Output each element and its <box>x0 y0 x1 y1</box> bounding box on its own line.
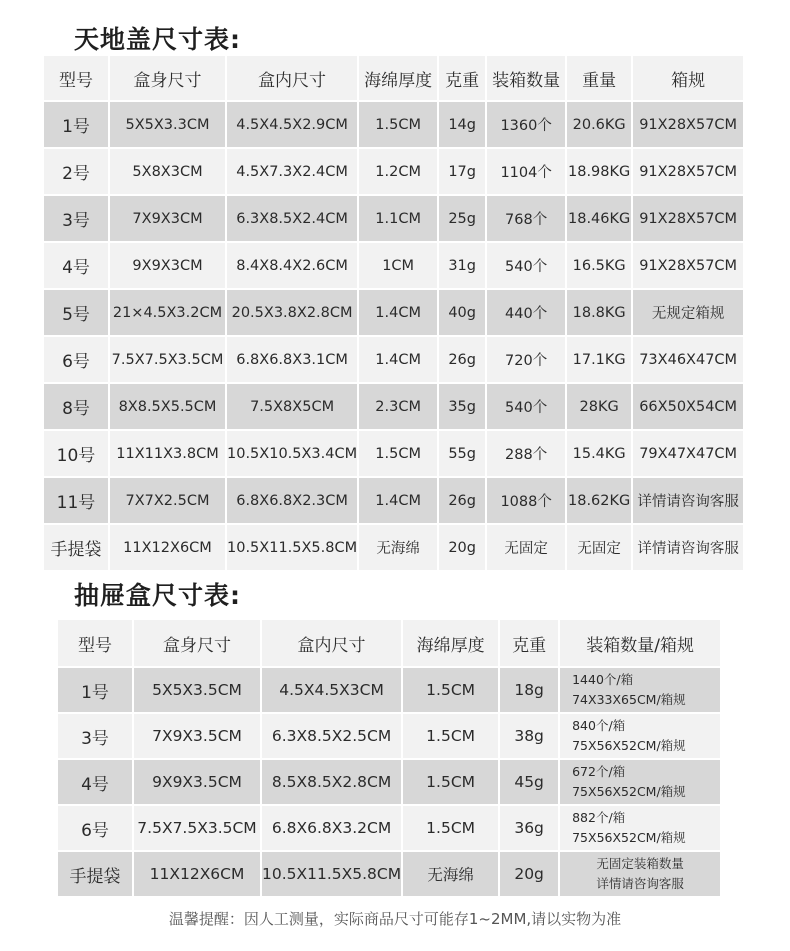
drawer-box-size-table <box>56 618 722 898</box>
table-cell: 16.5KG <box>567 243 631 288</box>
header-sponge-thickness: 海绵厚度 <box>359 56 437 100</box>
header-inner-size: 盒内尺寸 <box>227 56 357 100</box>
table-cell: 1.5CM <box>403 714 498 758</box>
table-cell: 4.5X7.3X2.4CM <box>227 149 357 194</box>
header-weight: 重量 <box>567 56 631 100</box>
table-cell: 8X8.5X5.5CM <box>110 384 225 429</box>
table-row <box>44 243 743 288</box>
table-cell: 20g <box>500 852 558 896</box>
table-cell: 40g <box>439 290 485 335</box>
drawer-box-title-top: 天地盖尺寸表: <box>74 25 241 54</box>
packing-carton-cell <box>560 668 720 712</box>
packing-carton-cell <box>560 806 720 850</box>
table-cell: 1088个 <box>487 478 565 523</box>
table-cell: 10.5X11.5X5.8CM <box>262 852 401 896</box>
table-cell: 7X7X2.5CM <box>110 478 225 523</box>
table-cell: 11X11X3.8CM <box>110 431 225 476</box>
table-cell: 768个 <box>487 196 565 241</box>
table-cell: 1.5CM <box>403 806 498 850</box>
table-cell: 38g <box>500 714 558 758</box>
table-row <box>44 290 743 335</box>
table-cell: 45g <box>500 760 558 804</box>
table-cell: 3号 <box>58 714 132 758</box>
table-cell: 4.5X4.5X3CM <box>262 668 401 712</box>
table-cell: 10号 <box>44 431 108 476</box>
table-cell: 540个 <box>487 384 565 429</box>
table-cell: 8号 <box>44 384 108 429</box>
packing-carton-cell <box>560 852 720 896</box>
table-cell: 6.8X6.8X3.1CM <box>227 337 357 382</box>
table-cell: 79X47X47CM <box>633 431 743 476</box>
table-cell: 手提袋 <box>44 525 108 570</box>
table-cell: 详情请咨询客服 <box>633 525 743 570</box>
table-cell: 6.8X6.8X3.2CM <box>262 806 401 850</box>
table-row <box>44 431 743 476</box>
table-cell: 无海绵 <box>403 852 498 896</box>
table-cell: 1.4CM <box>359 290 437 335</box>
table-cell: 20.6KG <box>567 102 631 147</box>
table-cell: 11X12X6CM <box>110 525 225 570</box>
packing-quantity-text: 1440个/箱 <box>572 672 634 687</box>
table-cell: 1.5CM <box>403 760 498 804</box>
table-cell: 20.5X3.8X2.8CM <box>227 290 357 335</box>
table-cell: 7.5X7.5X3.5CM <box>134 806 260 850</box>
table-cell: 7.5X8X5CM <box>227 384 357 429</box>
table-cell: 14g <box>439 102 485 147</box>
carton-size-text: 75X56X52CM/箱规 <box>572 830 686 845</box>
header-packing-quantity: 装箱数量 <box>487 56 565 100</box>
header-inner-size: 盒内尺寸 <box>262 620 401 666</box>
packing-carton-cell <box>560 714 720 758</box>
table-row <box>44 196 743 241</box>
table-cell: 无规定箱规 <box>633 290 743 335</box>
measurement-note: 温馨提醒：因人工测量，实际商品尺寸可能存1~2MM,请以实物为准 <box>168 910 622 928</box>
table-cell: 15.4KG <box>567 431 631 476</box>
table-cell: 91X28X57CM <box>633 243 743 288</box>
header-carton-size: 箱规 <box>633 56 743 100</box>
header-weight-grams: 克重 <box>439 56 485 100</box>
table-cell: 9X9X3CM <box>110 243 225 288</box>
table-cell: 288个 <box>487 431 565 476</box>
carton-size-text: 75X56X52CM/箱规 <box>572 784 686 799</box>
table-row <box>44 384 743 429</box>
table-cell: 无固定 <box>487 525 565 570</box>
header-packing-carton: 装箱数量/箱规 <box>560 620 720 666</box>
packing-carton-cell <box>560 760 720 804</box>
table-cell: 91X28X57CM <box>633 102 743 147</box>
table-row <box>58 760 720 804</box>
table-cell: 10.5X10.5X3.4CM <box>227 431 357 476</box>
table-cell: 10.5X11.5X5.8CM <box>227 525 357 570</box>
table-cell: 3号 <box>44 196 108 241</box>
table-cell: 4号 <box>44 243 108 288</box>
table-row <box>44 525 743 570</box>
table-cell: 7X9X3CM <box>110 196 225 241</box>
table-cell: 1.5CM <box>359 102 437 147</box>
table-cell: 1.4CM <box>359 337 437 382</box>
table-cell: 66X50X54CM <box>633 384 743 429</box>
header-weight-grams: 克重 <box>500 620 558 666</box>
table-header-row <box>58 620 720 666</box>
table-cell: 36g <box>500 806 558 850</box>
table-cell: 35g <box>439 384 485 429</box>
table-cell: 18.98KG <box>567 149 631 194</box>
header-box-size: 盒身尺寸 <box>134 620 260 666</box>
table-row <box>58 714 720 758</box>
table-cell: 6.8X6.8X2.3CM <box>227 478 357 523</box>
table-cell: 1.5CM <box>403 668 498 712</box>
table-cell: 17g <box>439 149 485 194</box>
table-row <box>44 478 743 523</box>
table-cell: 1360个 <box>487 102 565 147</box>
table-cell: 6号 <box>58 806 132 850</box>
table-cell: 18.62KG <box>567 478 631 523</box>
table-cell: 5X5X3.5CM <box>134 668 260 712</box>
table-cell: 1号 <box>44 102 108 147</box>
drawer-box-title: 抽屉盒尺寸表: <box>74 581 241 610</box>
carton-size-text: 74X33X65CM/箱规 <box>572 692 686 707</box>
table-cell: 无固定 <box>567 525 631 570</box>
table-cell: 18.8KG <box>567 290 631 335</box>
lid-box-size-table <box>42 54 745 572</box>
table-cell: 8.4X8.4X2.6CM <box>227 243 357 288</box>
table-cell: 25g <box>439 196 485 241</box>
table-cell: 540个 <box>487 243 565 288</box>
packing-quantity-text: 882个/箱 <box>572 810 626 825</box>
carton-size-text: 详情请咨询客服 <box>596 876 684 891</box>
table-row <box>44 102 743 147</box>
packing-quantity-text: 840个/箱 <box>572 718 626 733</box>
table-cell: 6.3X8.5X2.4CM <box>227 196 357 241</box>
table-row <box>58 806 720 850</box>
table-cell: 详情请咨询客服 <box>633 478 743 523</box>
table-cell: 26g <box>439 337 485 382</box>
table-cell: 1.4CM <box>359 478 437 523</box>
table-cell: 11X12X6CM <box>134 852 260 896</box>
table-cell: 1CM <box>359 243 437 288</box>
table-row <box>58 668 720 712</box>
table-cell: 手提袋 <box>58 852 132 896</box>
table-cell: 1104个 <box>487 149 565 194</box>
table-cell: 1号 <box>58 668 132 712</box>
table-cell: 17.1KG <box>567 337 631 382</box>
table-cell: 2.3CM <box>359 384 437 429</box>
table-cell: 91X28X57CM <box>633 149 743 194</box>
table-cell: 7.5X7.5X3.5CM <box>110 337 225 382</box>
table-cell: 8.5X8.5X2.8CM <box>262 760 401 804</box>
header-model: 型号 <box>44 56 108 100</box>
table-cell: 4号 <box>58 760 132 804</box>
table-cell: 91X28X57CM <box>633 196 743 241</box>
carton-size-text: 75X56X52CM/箱规 <box>572 738 686 753</box>
table-cell: 1.1CM <box>359 196 437 241</box>
table-cell: 5X5X3.3CM <box>110 102 225 147</box>
table-cell: 无海绵 <box>359 525 437 570</box>
table-cell: 18g <box>500 668 558 712</box>
table-cell: 5X8X3CM <box>110 149 225 194</box>
table-cell: 31g <box>439 243 485 288</box>
header-sponge-thickness: 海绵厚度 <box>403 620 498 666</box>
table-cell: 2号 <box>44 149 108 194</box>
table-row <box>44 149 743 194</box>
table-cell: 11号 <box>44 478 108 523</box>
packing-quantity-text: 无固定装箱数量 <box>596 856 684 871</box>
table-cell: 720个 <box>487 337 565 382</box>
table-cell: 26g <box>439 478 485 523</box>
table-cell: 6.3X8.5X2.5CM <box>262 714 401 758</box>
table-cell: 28KG <box>567 384 631 429</box>
table-cell: 4.5X4.5X2.9CM <box>227 102 357 147</box>
table-row <box>58 852 720 896</box>
table-cell: 20g <box>439 525 485 570</box>
table-cell: 6号 <box>44 337 108 382</box>
header-model: 型号 <box>58 620 132 666</box>
header-box-size: 盒身尺寸 <box>110 56 225 100</box>
table-cell: 7X9X3.5CM <box>134 714 260 758</box>
table-cell: 1.5CM <box>359 431 437 476</box>
table-cell: 9X9X3.5CM <box>134 760 260 804</box>
table-cell: 73X46X47CM <box>633 337 743 382</box>
table-header-row <box>44 56 743 100</box>
table-cell: 440个 <box>487 290 565 335</box>
table-row <box>44 337 743 382</box>
table-cell: 21×4.5X3.2CM <box>110 290 225 335</box>
table-cell: 5号 <box>44 290 108 335</box>
table-cell: 55g <box>439 431 485 476</box>
packing-quantity-text: 672个/箱 <box>572 764 626 779</box>
table-cell: 1.2CM <box>359 149 437 194</box>
table-cell: 18.46KG <box>567 196 631 241</box>
